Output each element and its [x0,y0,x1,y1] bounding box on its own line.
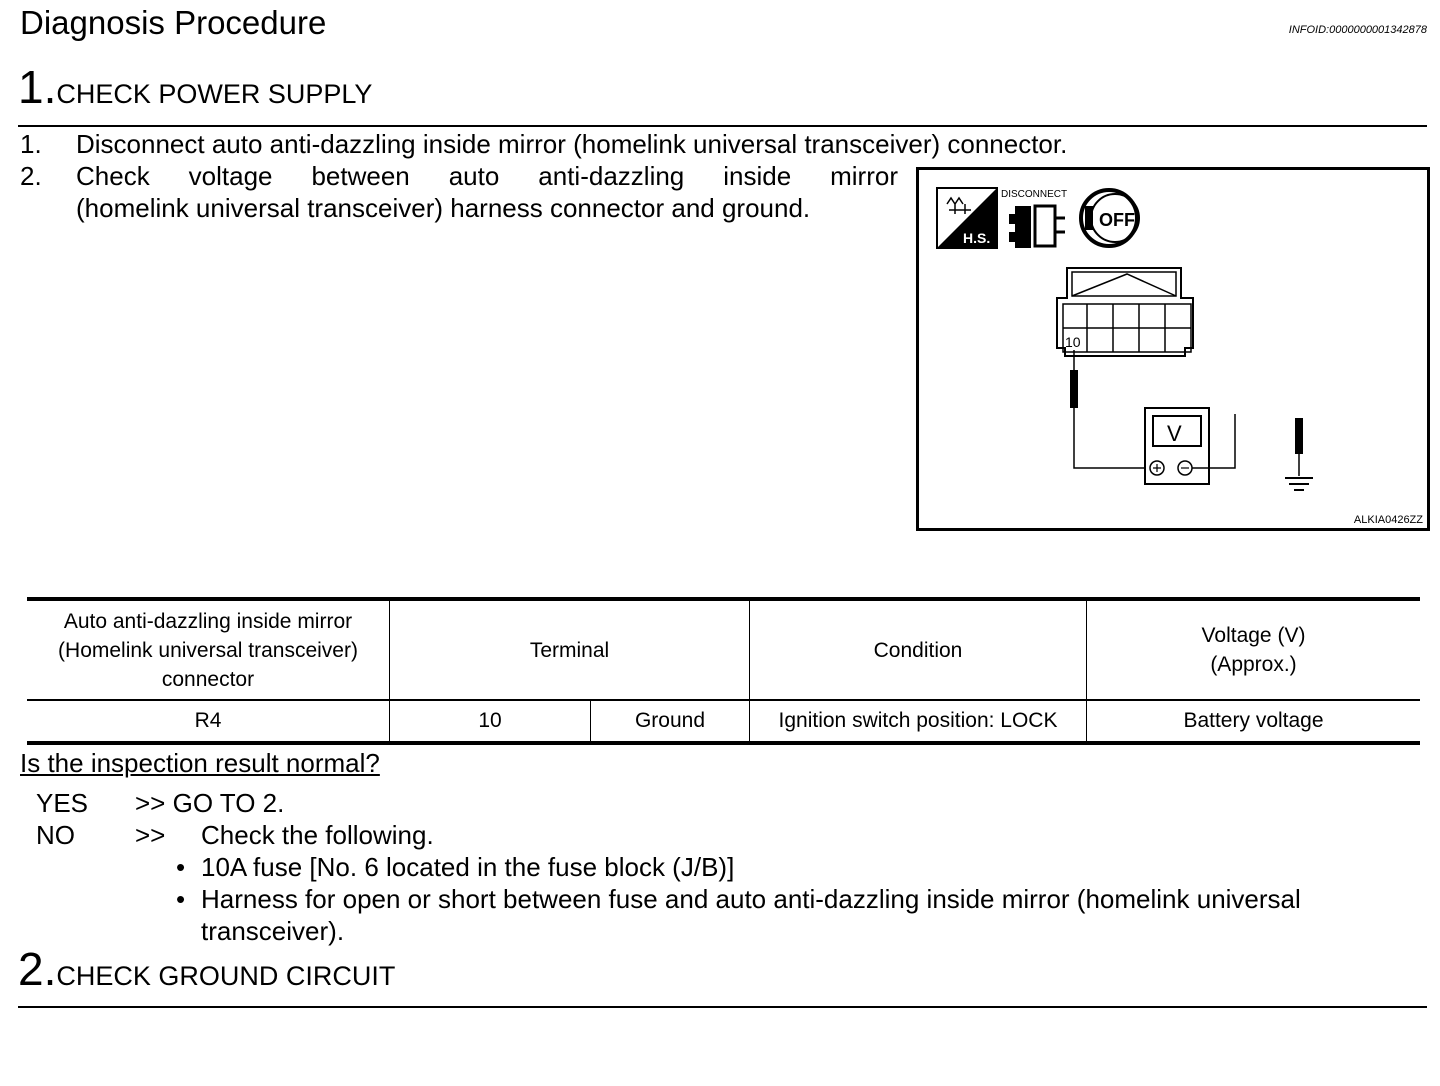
hs-icon [937,188,997,248]
step-1-divider [18,125,1427,127]
step-1-heading [18,60,372,114]
meter-label: V [1167,421,1182,446]
yes-label: YES [36,788,89,818]
cell-voltage: Battery voltage [1087,700,1421,743]
positive-probe [1070,350,1155,468]
instruction-1-number: 1. [20,129,42,159]
header-connector: Auto anti-dazzling inside mirror (Homelink universal transceiver) connector [27,599,390,700]
check-item-2-cont: transceiver). [201,916,345,946]
step-2-number: 2. [18,943,57,995]
cell-connector: R4 [27,700,390,743]
off-label: OFF [1099,210,1135,230]
header-terminal: Terminal [390,599,750,700]
yes-action: >> GO TO 2. [135,788,285,818]
no-action: Check the following. [201,820,434,850]
step-2-divider [18,1006,1427,1008]
instruction-2-number: 2. [20,161,42,191]
circuit-figure [916,167,1430,531]
instruction-1-text: Disconnect auto anti-dazzling inside mirror (homelink universal transceiver) connector. [76,129,1068,159]
instruction-1 [20,128,1420,160]
instruction-2-line1: Check voltage between auto anti-dazzling inside mirror [76,161,898,191]
bullet-1: • [176,852,186,882]
circuit-diagram [919,170,1427,528]
table-header-row [27,599,1420,700]
cell-terminal-negative: Ground [591,700,750,743]
ground-icon [1285,478,1313,490]
header-voltage: Voltage (V) (Approx.) [1087,599,1421,700]
disconnect-label: DISCONNECT [1001,189,1068,200]
disconnect-icon [1001,189,1067,248]
no-arrow: >> [135,820,166,850]
inspection-question: Is the inspection result normal? [20,748,380,778]
step-2-title: CHECK GROUND CIRCUIT [56,961,396,991]
voltage-spec-table [27,597,1420,745]
connector-shape [1057,268,1193,356]
cell-condition: Ignition switch position: LOCK [750,700,1087,743]
step-1-number: 1. [18,61,57,113]
ignition-off-icon [1081,190,1139,246]
terminal-label: 10 [1065,334,1081,350]
table-row [27,700,1420,743]
voltmeter [1145,408,1209,484]
no-label: NO [36,820,75,850]
step-2-heading [18,942,395,996]
cell-terminal-positive: 10 [390,700,591,743]
hs-label: H.S. [963,230,991,246]
bullet-2: • [176,884,186,914]
page-title: Diagnosis Procedure [20,4,327,41]
figure-id: ALKIA0426ZZ [1353,514,1423,526]
header-condition: Condition [750,599,1087,700]
instruction-2-line2: (homelink universal transceiver) harness connector and ground. [76,193,811,223]
instruction-2 [20,160,900,224]
check-item-2: Harness for open or short between fuse and auto anti-dazzling inside mirror (homelink universal [201,884,1301,914]
info-id: INFOID:0000000001342878 [1288,24,1427,36]
check-item-1: 10A fuse [No. 6 located in the fuse block (J/B)] [201,852,735,882]
step-1-title: CHECK POWER SUPPLY [56,79,373,109]
